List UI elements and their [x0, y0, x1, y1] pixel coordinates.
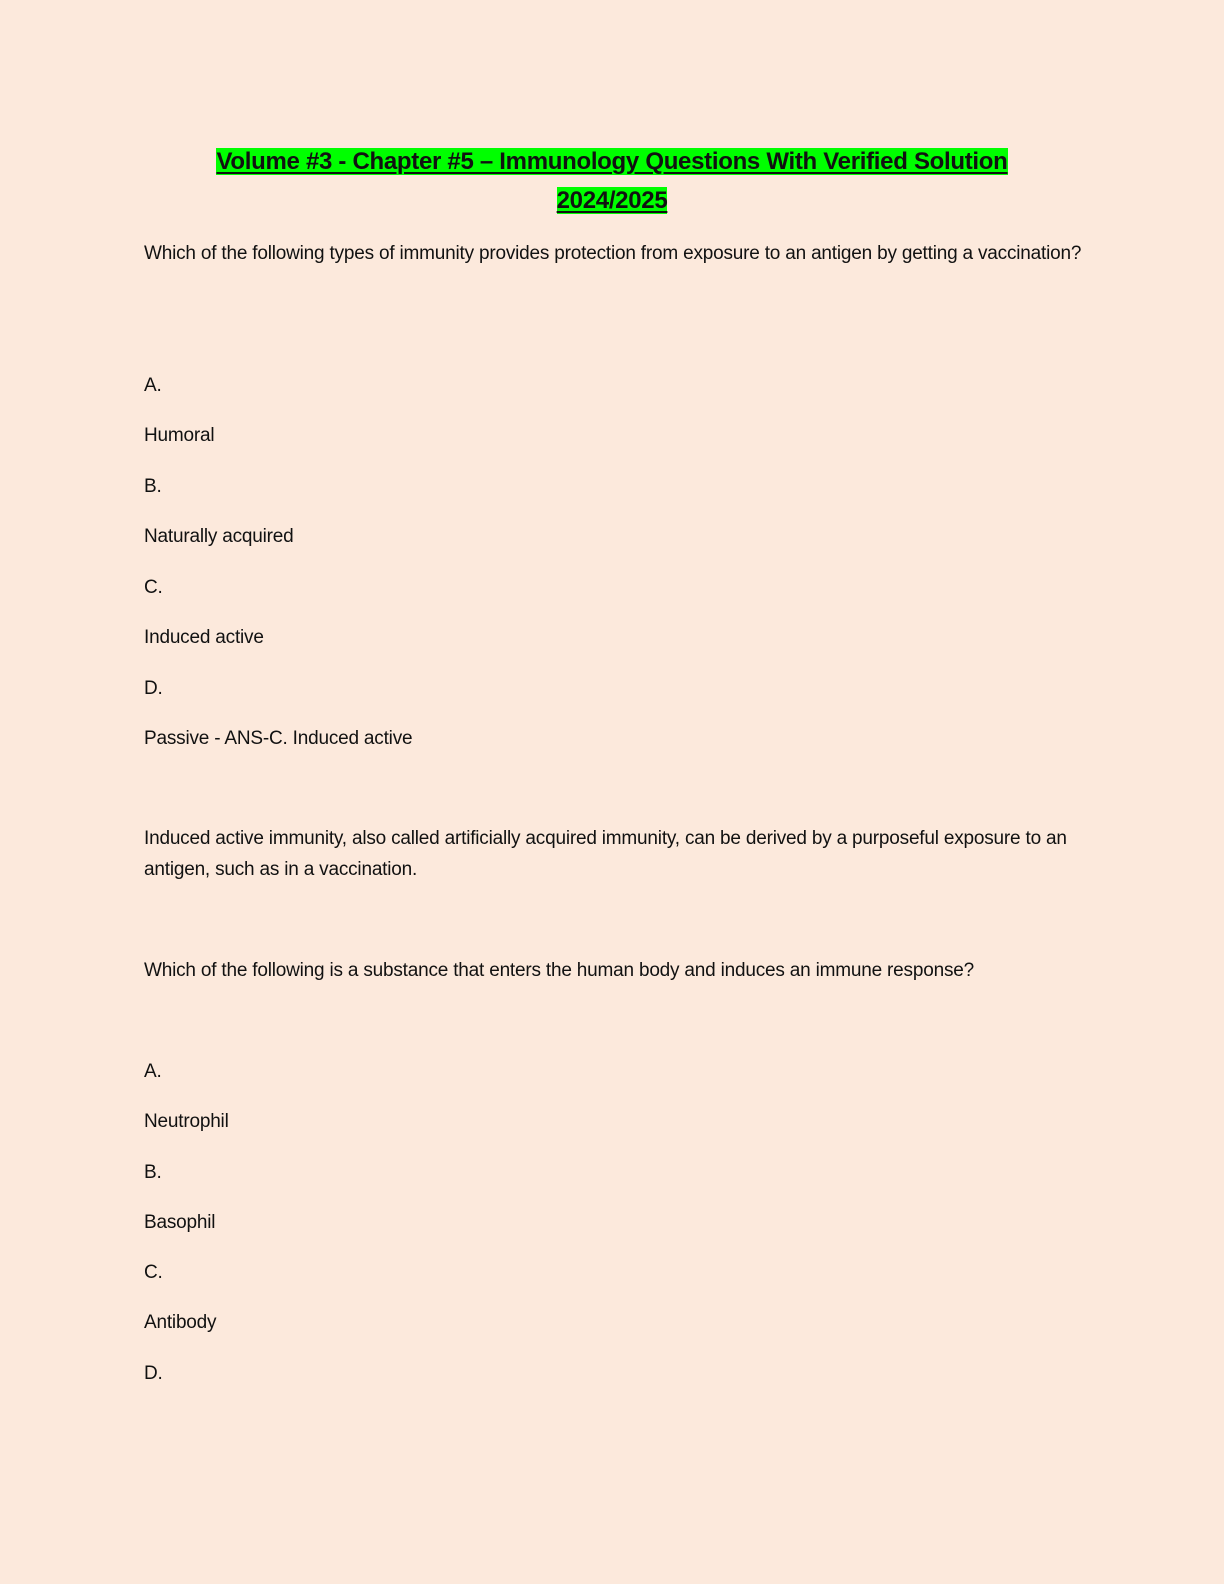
q1-option-a-text: Humoral	[144, 425, 215, 446]
q2-option-c-letter: C.	[144, 1262, 163, 1283]
q1-option-a-letter: A.	[144, 375, 162, 396]
question-2-prompt: Which of the following is a substance that enters the human body and induces an immune response?	[144, 960, 974, 981]
q2-option-c-text: Antibody	[144, 1312, 217, 1333]
question-1-explanation: Induced active immunity, also called artificially acquired immunity, can be derived by a purposeful exposure to an antigen, such as in a vaccination.	[144, 828, 1067, 880]
q2-option-b-letter: B.	[144, 1162, 162, 1183]
document-title	[0, 142, 1224, 220]
q1-option-d-text: Passive - ANS-C. Induced active	[144, 728, 413, 749]
q2-option-b-text: Basophil	[144, 1212, 216, 1233]
q1-option-b-text: Naturally acquired	[144, 526, 294, 547]
title-line-2: 2024/2025	[556, 187, 668, 214]
q1-option-c-letter: C.	[144, 577, 163, 598]
q1-option-b-letter: B.	[144, 476, 162, 497]
q1-option-d-letter: D.	[144, 678, 163, 699]
question-1-prompt: Which of the following types of immunity provides protection from exposure to an antigen by getting a vaccination?	[144, 243, 1082, 264]
title-line-1: Volume #3 - Chapter #5 – Immunology Questions With Verified Solution	[216, 148, 1008, 175]
q2-option-d-letter: D.	[144, 1363, 163, 1384]
q2-option-a-letter: A.	[144, 1061, 162, 1082]
q2-option-a-text: Neutrophil	[144, 1111, 229, 1132]
q1-option-c-text: Induced active	[144, 627, 264, 648]
